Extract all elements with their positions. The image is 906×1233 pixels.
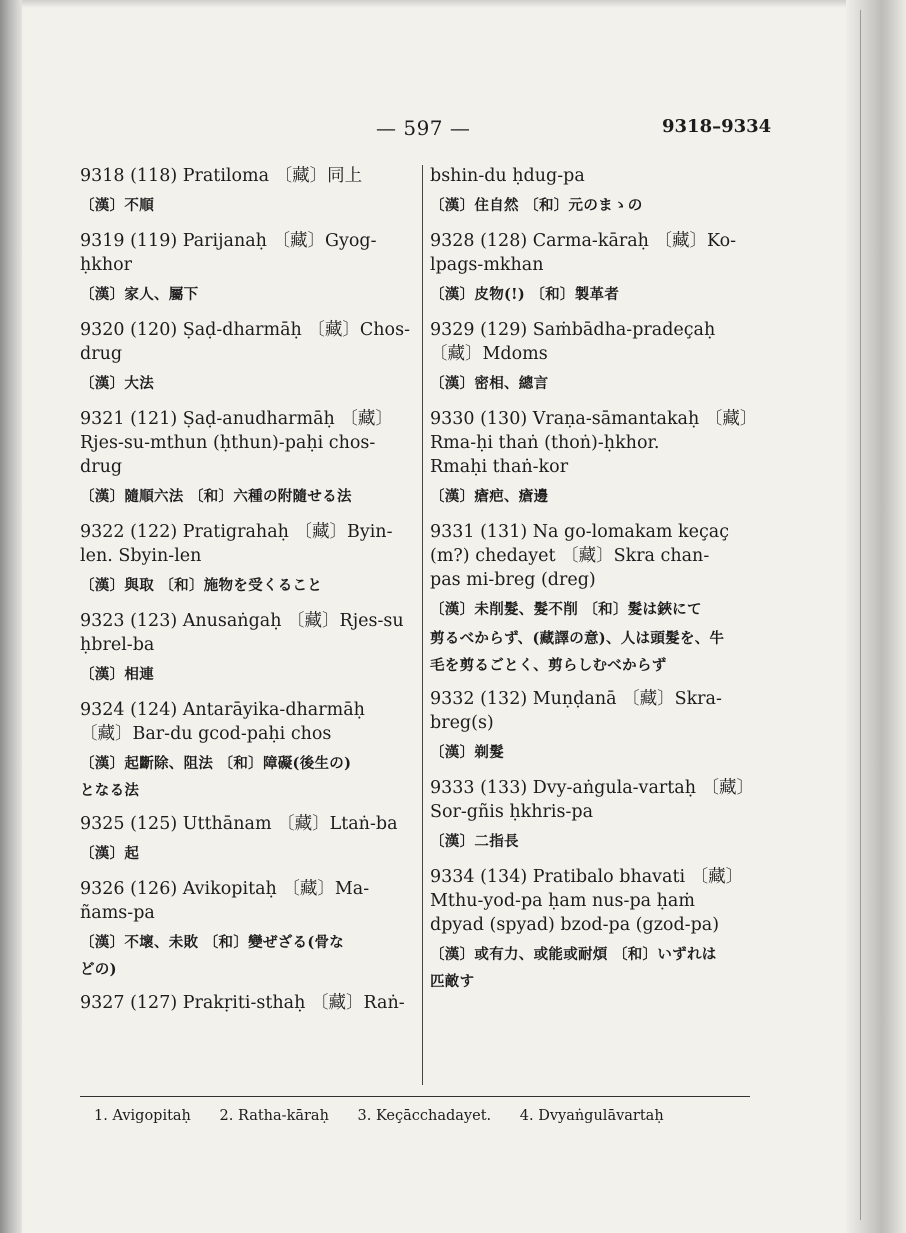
footnotes	[94, 1108, 688, 1124]
translation-line: 〔漢〕不壞、未敗 〔和〕變ぜざる(骨な	[80, 934, 345, 951]
entry-line: 9325 (125) Utthānam 〔藏〕Ltaṅ-ba	[80, 814, 398, 834]
top-edge	[22, 0, 846, 8]
translation-line: 匹敵す	[430, 973, 475, 990]
entry-line: Sor-gñis ḥkhris-pa	[430, 802, 594, 822]
dictionary-entry	[80, 991, 410, 1015]
page-edge-line	[860, 10, 861, 1220]
entry-line: 9319 (119) Parijanaḥ 〔藏〕Gyog-	[80, 231, 377, 251]
translation-line: 剪るべからず、(藏譯の意)、人は頭髮を、牛	[430, 630, 725, 647]
entry-line: dpyad (spyad) bzod-pa (gzod-pa)	[430, 915, 720, 935]
dictionary-entry	[80, 407, 410, 508]
entry-line: pas mi-breg (dreg)	[430, 570, 596, 590]
dictionary-entry	[80, 229, 410, 306]
dictionary-entry	[430, 687, 765, 764]
entry-line: 9334 (134) Pratibalo bhavati 〔藏〕	[430, 867, 744, 887]
entry-line: 9333 (133) Dvy-aṅgula-vartaḥ 〔藏〕	[430, 778, 755, 798]
entry-line: 9324 (124) Antarāyika-dharmāḥ	[80, 700, 365, 720]
entry-line: ñams-pa	[80, 903, 155, 923]
entry-line: drug	[80, 344, 123, 364]
entry-line: 〔藏〕Bar-du gcod-paḥi chos	[80, 724, 332, 744]
dictionary-entry	[430, 229, 765, 306]
entry-line: 9323 (123) Anusaṅgaḥ 〔藏〕Rjes-su	[80, 611, 404, 631]
translation-line: となる法	[80, 782, 140, 799]
dictionary-entry	[80, 318, 410, 395]
entry-line: 9321 (121) Ṣaḍ-anudharmāḥ 〔藏〕	[80, 409, 393, 429]
footnote-rule	[80, 1096, 750, 1097]
dictionary-entry	[80, 164, 410, 217]
entry-line: 9329 (129) Saṁbādha-pradeçaḥ	[430, 320, 716, 340]
entry-line: 9326 (126) Avikopitaḥ 〔藏〕Ma-	[80, 879, 370, 899]
entry-line: 9318 (118) Pratiloma 〔藏〕同上	[80, 166, 363, 186]
translation-line: 〔漢〕未削髮、髮不削 〔和〕髮は鋏にて	[430, 601, 702, 618]
entry-line: Rma-ḥi thaṅ (thoṅ)-ḥkhor.	[430, 433, 660, 453]
dictionary-entry	[430, 318, 765, 395]
dictionary-entry	[430, 164, 765, 217]
entry-line: 9332 (132) Muṇḍanā 〔藏〕Skra-	[430, 689, 722, 709]
translation-line: 〔漢〕與取 〔和〕施物を受くること	[80, 577, 323, 594]
footnote: 1. Avigopitaḥ	[94, 1108, 191, 1124]
translation-line: 〔漢〕不順	[80, 197, 154, 214]
right-column	[430, 164, 765, 1003]
entry-line: 9331 (131) Na go-lomakam keçaç	[430, 522, 730, 542]
translation-line: 〔漢〕或有力、或能或耐煩 〔和〕いずれは	[430, 946, 717, 963]
translation-line: 〔漢〕家人、屬下	[80, 286, 199, 303]
translation-line: 〔漢〕相連	[80, 666, 154, 683]
dictionary-entry	[430, 520, 765, 677]
entry-line: ḥbrel-ba	[80, 635, 155, 655]
entry-line: (m?) chedayet 〔藏〕Skra chan-	[430, 546, 710, 566]
translation-line: 〔漢〕密相、總言	[430, 375, 549, 392]
dictionary-entry	[430, 776, 765, 853]
translation-line: 〔漢〕大法	[80, 375, 154, 392]
translation-line: 〔漢〕剃髮	[430, 744, 504, 761]
entry-line: 9330 (130) Vraṇa-sāmantakaḥ 〔藏〕	[430, 409, 758, 429]
dictionary-entry	[80, 520, 410, 597]
translation-line: 〔漢〕二指長	[430, 833, 519, 850]
translation-line: 〔漢〕起	[80, 845, 140, 862]
translation-line: 毛を剪るごとく、剪らしむべからず	[430, 657, 667, 674]
footnote: 2. Ratha-kāraḥ	[219, 1108, 329, 1124]
entry-line: bshin-du ḥdug-pa	[430, 166, 585, 186]
left-column	[80, 164, 410, 1015]
dictionary-entry	[80, 812, 410, 865]
dictionary-entry	[430, 865, 765, 993]
entry-line: 〔藏〕Mdoms	[430, 344, 548, 364]
translation-line: 〔漢〕住自然 〔和〕元のまゝの	[430, 197, 643, 214]
footnote: 4. Dvyaṅgulāvartaḥ	[519, 1108, 664, 1124]
page-edge-shadow	[846, 0, 906, 1233]
column-divider	[422, 165, 423, 1085]
translation-line: 〔漢〕皮物(!) 〔和〕製革者	[430, 286, 620, 303]
page-number: — 597 —	[376, 116, 471, 140]
translation-line: 〔漢〕隨順六法 〔和〕六種の附隨せる法	[80, 488, 352, 505]
entry-line: Mthu-yod-pa ḥam nus-pa ḥaṁ	[430, 891, 695, 911]
dictionary-entry	[80, 877, 410, 981]
book-spine-shadow	[0, 0, 22, 1233]
entry-line: Rmaḥi thaṅ-kor	[430, 457, 569, 477]
entry-line: lpags-mkhan	[430, 255, 544, 275]
translation-line: 〔漢〕瘡疤、瘡邊	[430, 488, 549, 505]
entry-line: len. Sbyin-len	[80, 546, 202, 566]
dictionary-entry	[430, 407, 765, 508]
entry-line: drug	[80, 457, 123, 477]
dictionary-entry	[80, 698, 410, 802]
entry-line: 9320 (120) Ṣaḍ-dharmāḥ 〔藏〕Chos-	[80, 320, 410, 340]
entry-line: breg(s)	[430, 713, 494, 733]
footnote: 3. Keçācchadayet.	[357, 1108, 492, 1124]
entry-range: 9318–9334	[662, 116, 772, 137]
entry-line: 9327 (127) Prakṛiti-sthaḥ 〔藏〕Raṅ-	[80, 993, 405, 1013]
translation-line: 〔漢〕起斷除、阻法 〔和〕障礙(後生の)	[80, 755, 352, 772]
dictionary-entry	[80, 609, 410, 686]
entry-line: 9328 (128) Carma-kāraḥ 〔藏〕Ko-	[430, 231, 737, 251]
translation-line: どの)	[80, 961, 117, 978]
entry-line: Rjes-su-mthun (ḥthun)-paḥi chos-	[80, 433, 376, 453]
entry-line: 9322 (122) Pratigrahaḥ 〔藏〕Byin-	[80, 522, 393, 542]
entry-line: ḥkhor	[80, 255, 133, 275]
